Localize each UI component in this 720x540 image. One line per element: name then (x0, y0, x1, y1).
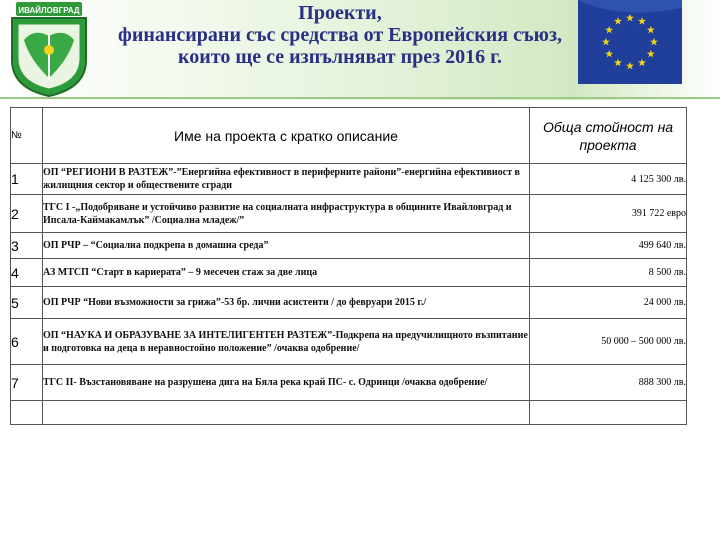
svg-text:ИВАЙЛОВГРАД: ИВАЙЛОВГРАД (18, 6, 80, 15)
table-row (11, 164, 687, 195)
project-name: ОП “РЕГИОНИ В РАЗТЕЖ”-”Енергийна ефективност в периферните райони”-енергийна ефективност в жилищния сектор и обществените сгради (43, 164, 530, 195)
row-number: 6 (11, 319, 43, 365)
projects-table (10, 107, 687, 425)
project-name: ТГС І -„Подобряване и устойчиво развитие на социалната инфраструктура в общините Ивайловград и Ипсала-Каймакамлък” /Социална младеж/” (43, 195, 530, 233)
header-divider (0, 97, 720, 99)
row-number (11, 401, 43, 425)
project-cost: 888 300 лв. (530, 365, 687, 401)
project-name: ОП РЧР “Нови възможности за грижа”-53 бр. лични асистенти / до февруари 2015 г./ (43, 287, 530, 319)
project-cost: 499 640 лв. (530, 233, 687, 259)
eu-flag-icon (578, 0, 682, 84)
row-number: 2 (11, 195, 43, 233)
table-row (11, 287, 687, 319)
project-name: АЗ МТСП “Старт в кариерата” – 9 месечен стаж за две лица (43, 259, 530, 287)
title-line-2: финансирани със средства от Европейския съюз, (118, 24, 562, 46)
project-cost: 8 500 лв. (530, 259, 687, 287)
table-row-empty (11, 401, 687, 425)
header-total-cost: Обща стойност на проекта (530, 108, 687, 164)
row-number: 7 (11, 365, 43, 401)
project-name (43, 401, 530, 425)
row-number: 3 (11, 233, 43, 259)
title-line-1: Проекти, (298, 2, 382, 24)
page-title (60, 2, 620, 68)
header-project-name: Име на проекта с кратко описание (43, 108, 530, 164)
table-row (11, 195, 687, 233)
table-header-row (11, 108, 687, 164)
project-cost: 50 000 – 500 000 лв. (530, 319, 687, 365)
row-number: 4 (11, 259, 43, 287)
project-name: ТГС ІІ- Възстановяване на разрушена дига на Бяла река край ПС- с. Одринци /очаква одобрение/ (43, 365, 530, 401)
table-row (11, 233, 687, 259)
project-cost: 4 125 300 лв. (530, 164, 687, 195)
header-number: № (11, 108, 43, 164)
header-band (0, 0, 720, 100)
project-name: ОП РЧР – “Социална подкрепа в домашна среда” (43, 233, 530, 259)
table-row (11, 319, 687, 365)
table-row (11, 365, 687, 401)
project-name: ОП “НАУКА И ОБРАЗУВАНЕ ЗА ИНТЕЛИГЕНТЕН РАЗТЕЖ”-Подкрепа на предучилищното възпитание и подготовка на деца в неравностойно положение” /очаква одобрение/ (43, 319, 530, 365)
project-cost (530, 401, 687, 425)
table-row (11, 259, 687, 287)
row-number: 1 (11, 164, 43, 195)
project-cost: 24 000 лв. (530, 287, 687, 319)
row-number: 5 (11, 287, 43, 319)
project-cost: 391 722 евро (530, 195, 687, 233)
title-line-3: които ще се изпълняват през 2016 г. (178, 46, 502, 68)
